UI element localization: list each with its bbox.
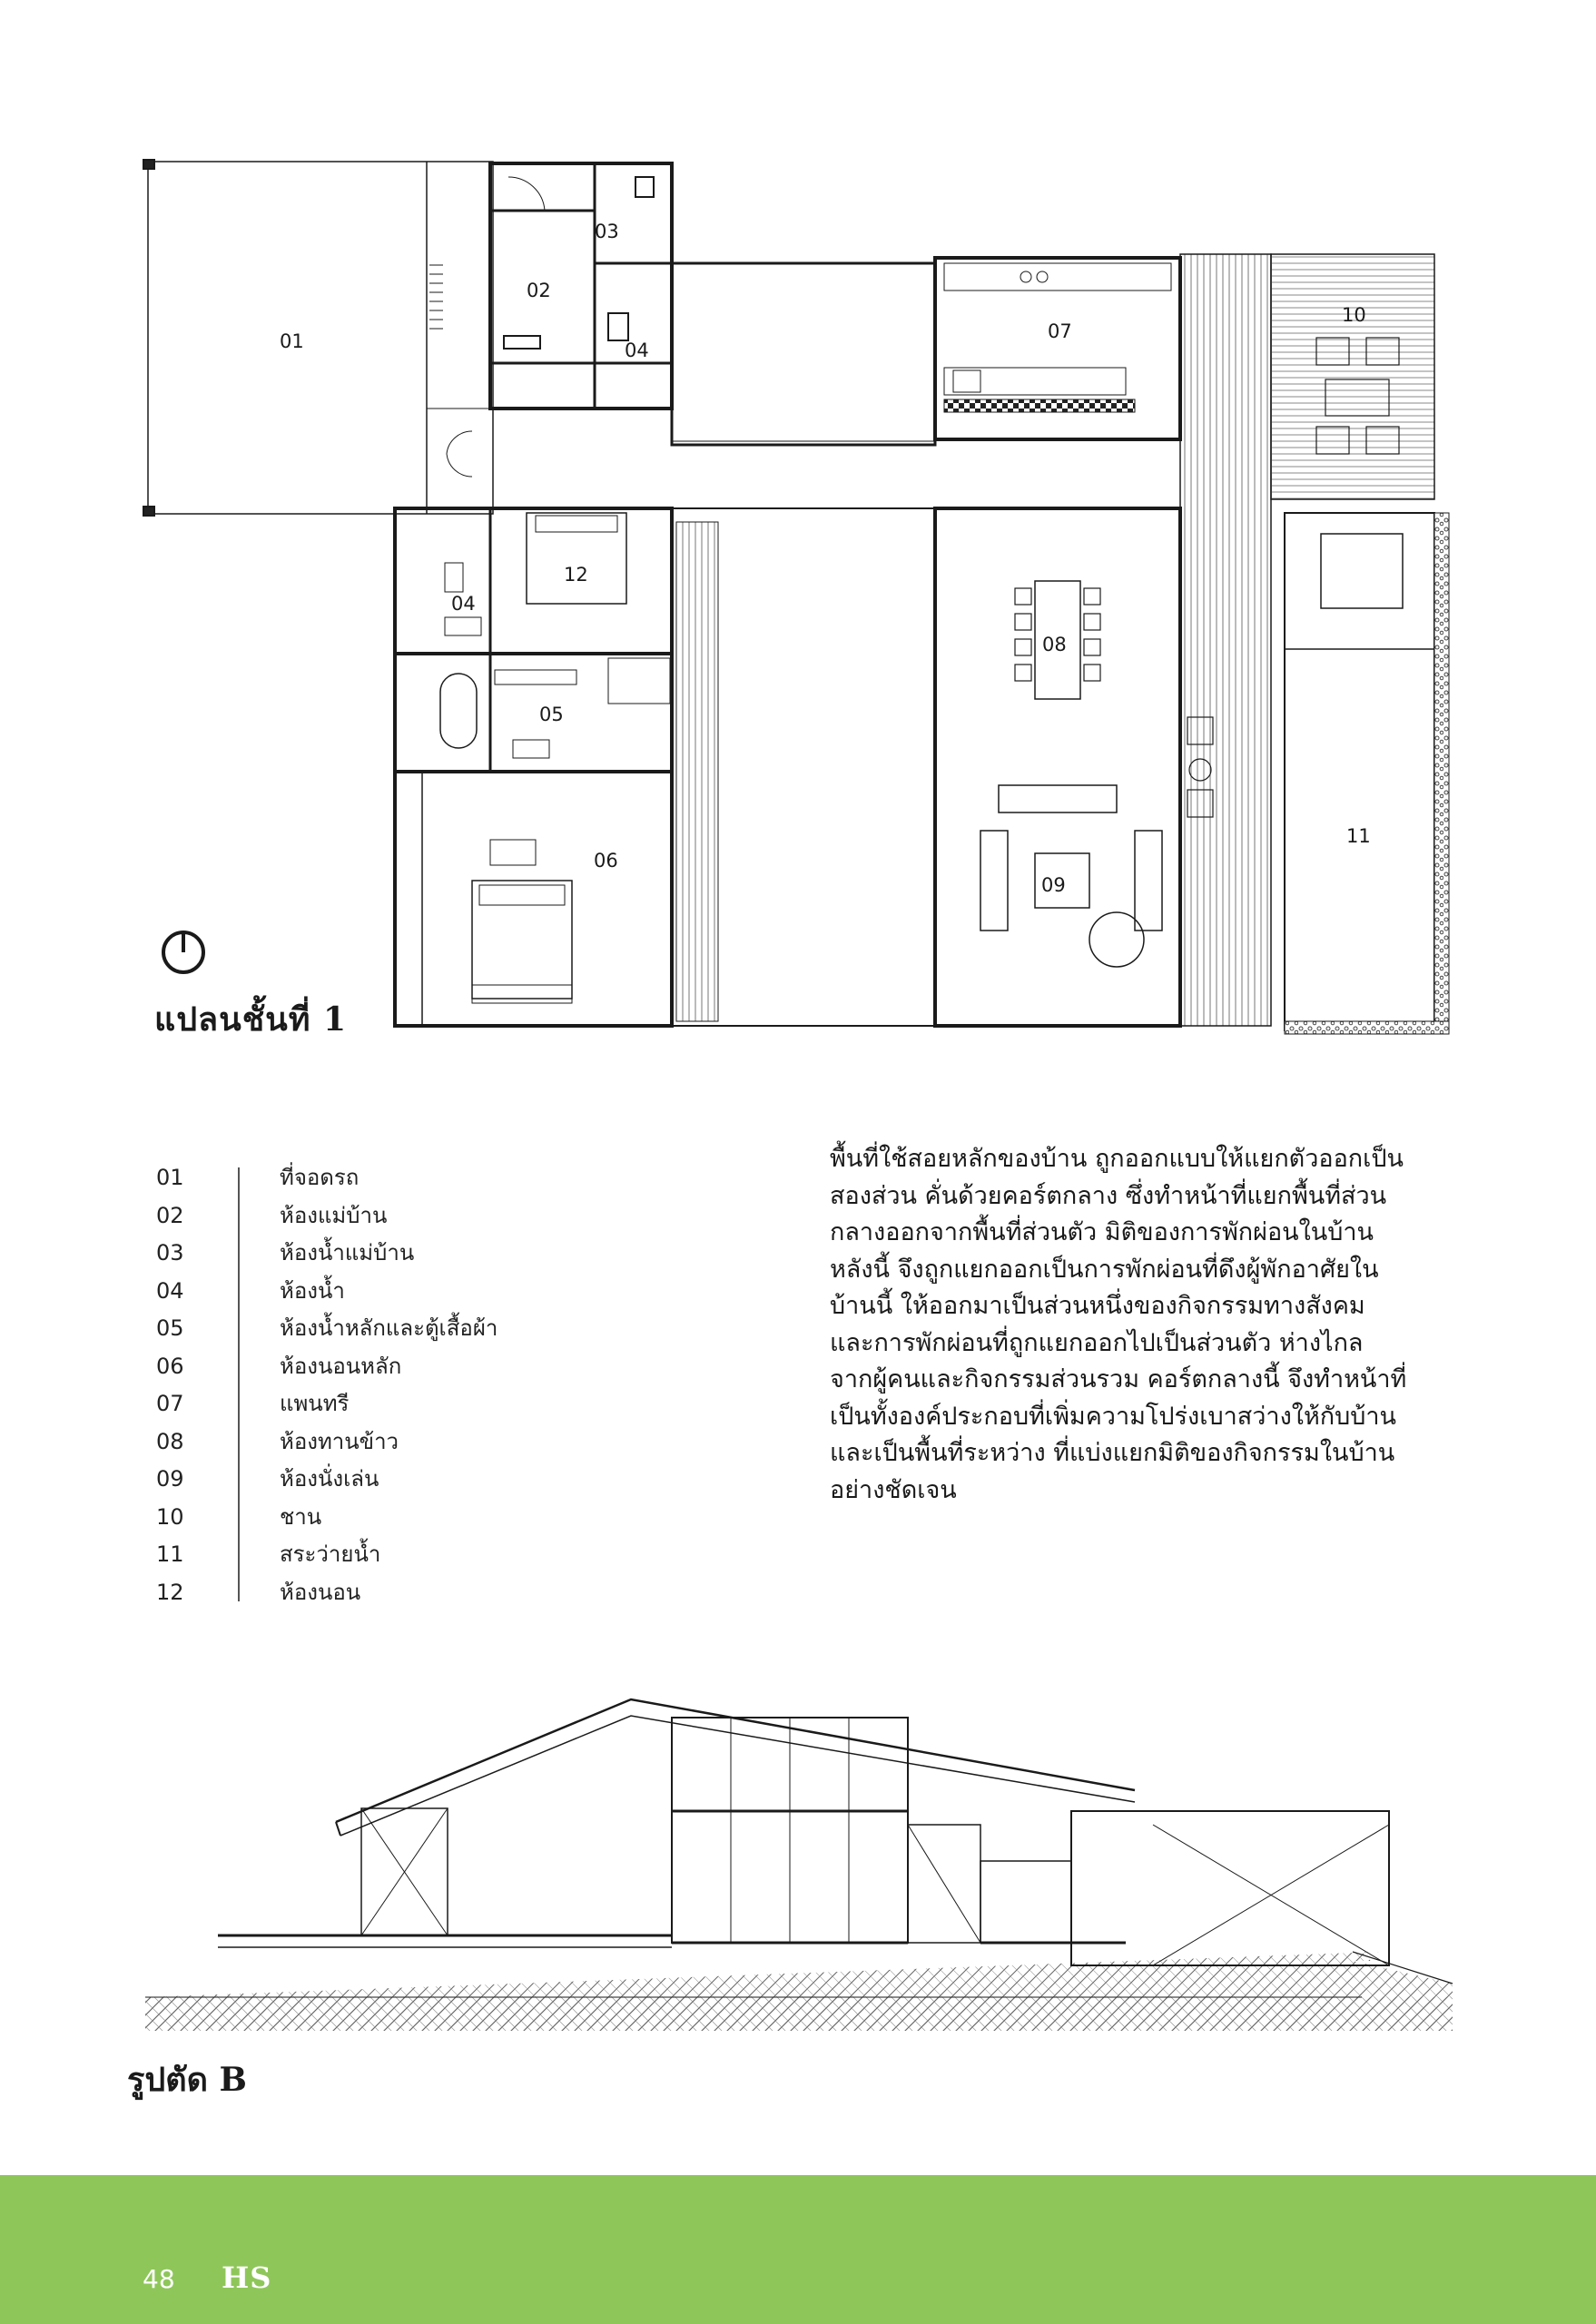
magazine-logo: HS [222,2260,272,2295]
room-label-04-bath: 04 [451,593,476,615]
legend-row [156,1348,665,1386]
room-label-03: 03 [595,221,619,242]
legend-row [156,1536,665,1574]
legend-number: 03 [156,1240,184,1265]
legend-row [156,1235,665,1273]
legend-row [156,1574,665,1612]
legend-room-name: แพนทรี [280,1391,350,1416]
room-label-11: 11 [1346,825,1371,847]
paragraph-line: และการพักผ่อนที่ถูกแยกออกไปเป็นส่วนตัว ห่างไกล [830,1328,1364,1357]
legend-room-name: ห้องนั่งเล่น [280,1466,379,1492]
legend-number: 07 [156,1391,184,1416]
legend-number: 02 [156,1202,184,1228]
legend-number: 10 [156,1503,184,1530]
room-legend [156,1159,665,1611]
legend-number: 09 [156,1466,184,1492]
legend-row [156,1423,665,1462]
legend-room-name: ห้องแม่บ้าน [280,1202,388,1228]
room-label-05: 05 [539,704,564,725]
legend-room-name: ห้องน้ำแม่บ้าน [280,1240,415,1265]
legend-room-name: ห้องนอนหลัก [280,1353,402,1379]
room-label-12: 12 [564,564,588,586]
legend-number: 01 [156,1165,184,1190]
room-label-02: 02 [527,280,551,301]
floor-plan-drawing [136,154,1462,1062]
legend-room-name: ห้องทานข้าว [280,1428,399,1454]
page-number: 48 [143,2264,175,2294]
legend-number: 08 [156,1428,184,1454]
room-label-06: 06 [594,850,618,872]
legend-room-name: ห้องนอน [280,1579,361,1605]
legend-number: 11 [156,1541,184,1567]
room-label-08: 08 [1042,634,1067,655]
footer-band [0,2175,1596,2324]
legend-number: 04 [156,1277,184,1304]
legend-row [156,1310,665,1348]
room-label-09: 09 [1041,874,1066,896]
room-label-07: 07 [1048,320,1072,342]
paragraph-line: อย่างชัดเจน [830,1475,957,1504]
legend-row [156,1385,665,1423]
legend-room-name: ที่จอดรถ [280,1165,360,1190]
paragraph-line: สองส่วน คั่นด้วยคอร์ตกลาง ซึ่งทำหน้าที่แยกพื้นที่ส่วน [830,1181,1387,1210]
north-arrow-icon [160,929,207,976]
room-label-10: 10 [1342,304,1366,326]
legend-room-name: ห้องน้ำ [280,1277,345,1304]
paragraph-line: กลางออกจากพื้นที่ส่วนตัว มิติของการพักผ่อนในบ้าน [830,1218,1374,1246]
legend-number: 06 [156,1353,184,1379]
legend-number: 05 [156,1315,184,1341]
section-b-drawing [136,1634,1462,2034]
legend-row [156,1159,665,1197]
room-label-04-maid: 04 [625,340,649,361]
legend-row [156,1461,665,1499]
paragraph-line: และเป็นพื้นที่ระหว่าง ที่แบ่งแยกมิติของกิจกรรมในบ้าน [830,1439,1395,1467]
paragraph-line: เป็นทั้งองค์ประกอบที่เพิ่มความโปร่งเบาสว่างให้กับบ้าน [830,1402,1396,1431]
legend-row [156,1273,665,1311]
legend-room-name: ชาน [280,1503,322,1530]
paragraph-line: จากผู้คนและกิจกรรมส่วนรวม คอร์ตกลางนี้ จึงทำหน้าที่ [830,1365,1407,1393]
legend-row [156,1197,665,1236]
legend-row [156,1499,665,1537]
room-label-01: 01 [280,330,304,352]
paragraph-line: พื้นที่ใช้สอยหลักของบ้าน ถูกออกแบบให้แยกตัวออกเป็น [830,1145,1404,1173]
description-paragraph [830,1141,1465,1509]
plan-title: แปลนชั้นที่ 1 [154,1000,348,1039]
legend-room-name: สระว่ายน้ำ [280,1541,381,1567]
paragraph-line: หลังนี้ จึงถูกแยกออกเป็นการพักผ่อนที่ดึงผู้พักอาศัยใน [830,1255,1379,1284]
section-title: รูปตัด B [127,2061,247,2099]
legend-room-name: ห้องน้ำหลักและตู้เสื้อผ้า [280,1315,498,1341]
legend-number: 12 [156,1579,184,1605]
paragraph-line: บ้านนี้ ให้ออกมาเป็นส่วนหนึ่งของกิจกรรมทางสังคม [830,1292,1365,1320]
